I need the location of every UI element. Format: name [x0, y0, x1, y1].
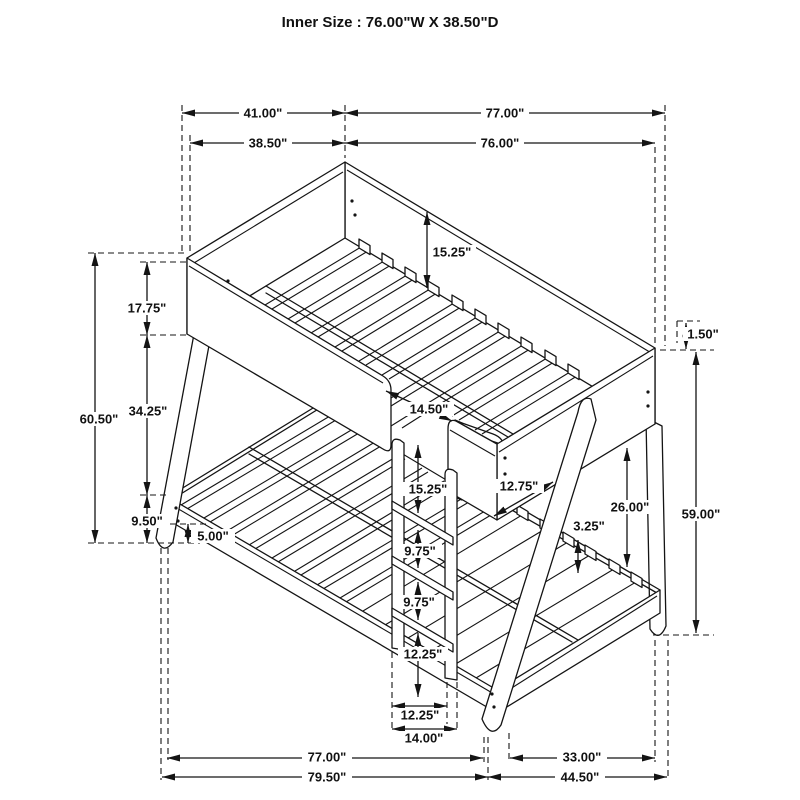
dim-lower-clearance	[191, 529, 235, 544]
dim-label: 34.25"	[128, 403, 168, 419]
dim-label: 41.00"	[243, 105, 283, 121]
dim-guard-gap-width	[404, 402, 454, 417]
dim-label: 17.75"	[127, 300, 167, 316]
dim-rung-spacing-1	[398, 544, 442, 559]
dim-upper-rail-to-slats	[428, 245, 476, 260]
dim-top-inner-width	[244, 136, 292, 151]
dim-bottom-overall-length	[302, 770, 352, 785]
dim-label: 76.00"	[480, 135, 520, 151]
dim-label: 5.00"	[197, 528, 229, 544]
dim-lower-headboard-diag	[494, 479, 544, 494]
dim-top-inner-length	[476, 136, 524, 151]
dim-ladder-inner-width	[395, 708, 445, 723]
dim-label: 9.50"	[131, 513, 163, 529]
upper-bunk	[187, 162, 655, 520]
dim-lower-headboard-height	[604, 500, 656, 515]
dim-label: 9.75"	[404, 543, 436, 559]
dim-label: 12.25"	[400, 707, 440, 723]
dim-label: 79.50"	[307, 769, 347, 785]
dim-bottom-overall-depth	[555, 770, 605, 785]
dim-leg-span-right	[557, 750, 607, 765]
dim-label: 1.50"	[687, 326, 719, 342]
dim-label: 44.50"	[560, 769, 600, 785]
dim-label: 77.00"	[485, 105, 525, 121]
dim-label: 9.75"	[403, 594, 435, 610]
dim-mid-section-height	[123, 404, 173, 419]
dim-slat-tab-height	[568, 519, 610, 534]
dim-label: 15.25"	[408, 481, 448, 497]
dim-floor-to-rail-height	[675, 507, 727, 522]
dim-top-outer-length	[481, 106, 529, 121]
dim-label: 3.25"	[573, 518, 605, 534]
dim-rail-lip-height	[683, 327, 723, 342]
dim-rung-spacing-2	[397, 595, 441, 610]
dim-label: 12.25"	[403, 646, 443, 662]
page-title: Inner Size : 76.00"W X 38.50"D	[281, 14, 499, 31]
dim-upper-panel-height	[123, 301, 171, 316]
dim-label: 33.00"	[562, 749, 602, 765]
dim-lower-frame-height	[125, 514, 169, 529]
dim-label: 77.00"	[307, 749, 347, 765]
dim-ladder-bottom-spacing	[398, 647, 448, 662]
dim-label: 59.00"	[681, 506, 721, 522]
dim-label: 26.00"	[610, 499, 650, 515]
ladder	[392, 439, 457, 680]
dim-ladder-outer-width	[399, 731, 449, 746]
dim-ladder-top-spacing	[403, 482, 453, 497]
dim-label: 12.75"	[499, 478, 539, 494]
dim-label: 38.50"	[248, 135, 288, 151]
dim-label: 15.25"	[432, 244, 472, 260]
dim-label: 14.50"	[409, 401, 449, 417]
dim-top-outer-width	[239, 106, 287, 121]
upper-left-guard-rail	[187, 258, 391, 451]
dim-label: 60.50"	[79, 411, 119, 427]
dim-bottom-frame-length	[302, 750, 352, 765]
dim-overall-height	[73, 412, 125, 427]
dim-label: 14.00"	[404, 730, 444, 746]
